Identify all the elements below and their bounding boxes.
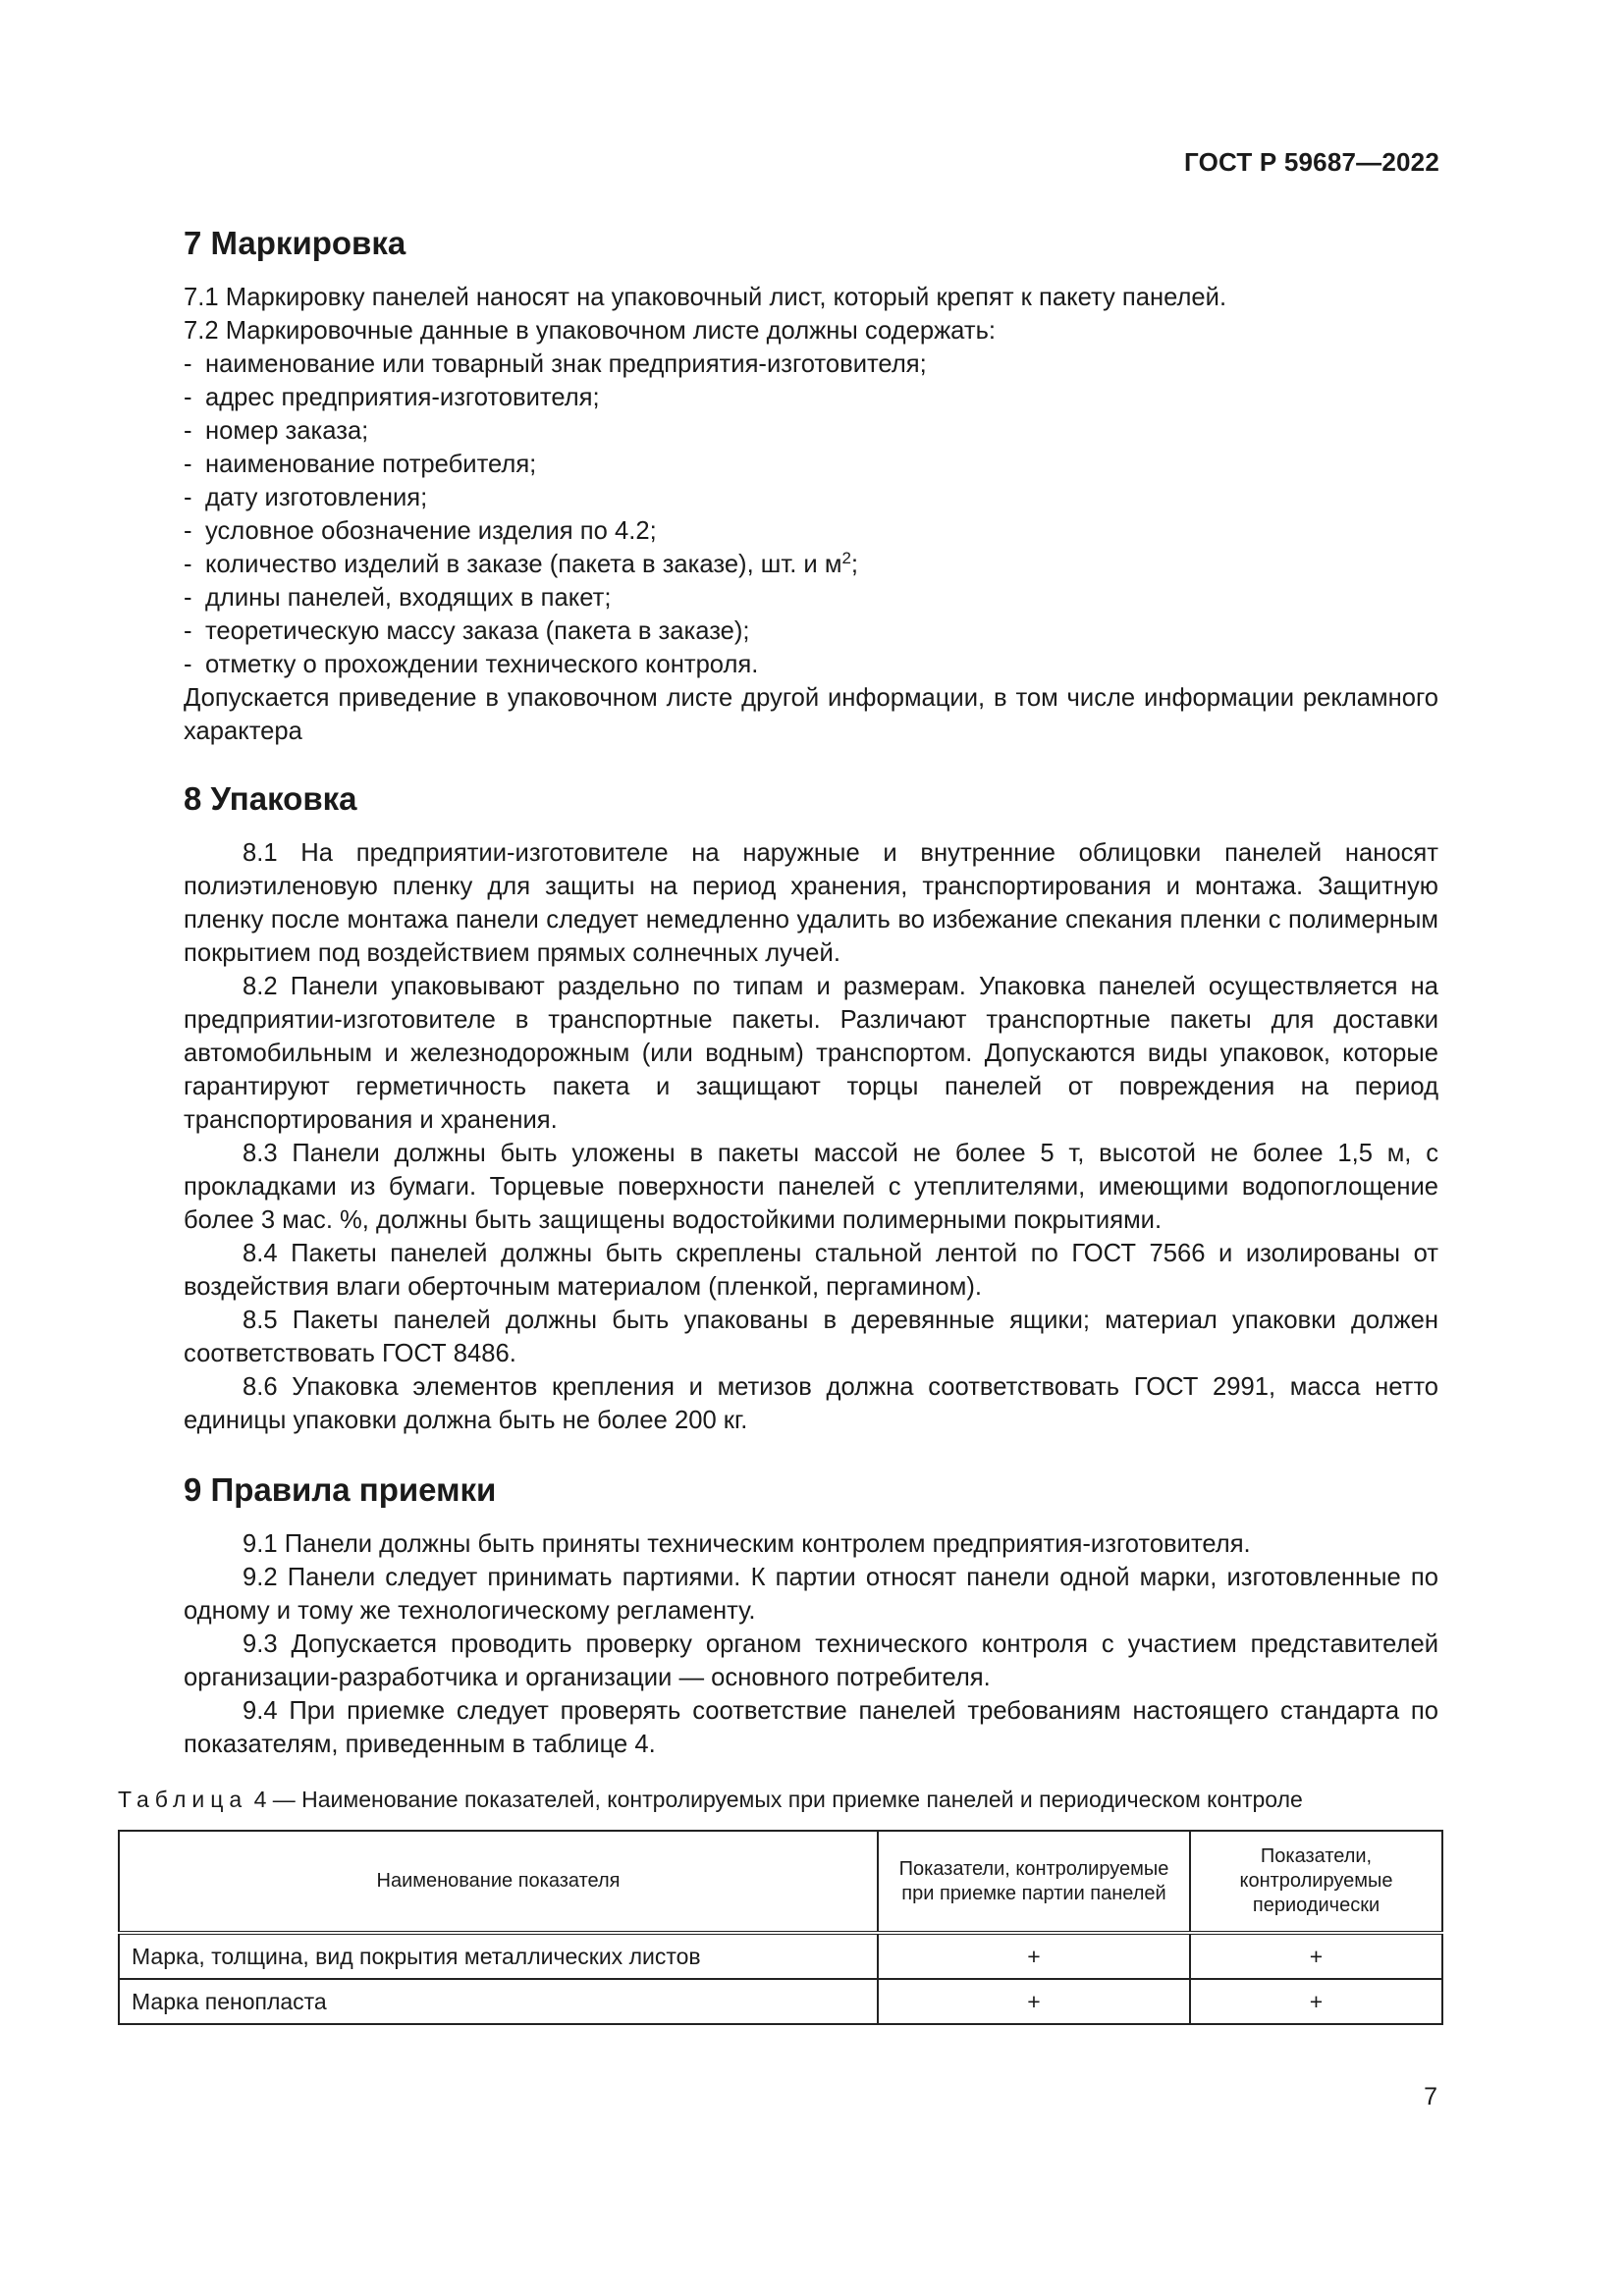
section-9-paragraph-2: 9.2 Панели следует принимать партиями. К партии относят панели одной марки, изготовленные по одному и тому же технологическому регламенту.	[184, 1564, 1438, 1625]
list-item: - количество изделий в заказе (пакета в заказе), шт. и $м^2$;	[184, 549, 859, 578]
column-header-batch-acceptance: Показатели, контролируемые при приемке партии панелей	[878, 1831, 1190, 1933]
list-item: - теоретическую массу заказа (пакета в заказе);	[184, 617, 750, 645]
section-7-paragraph-3: Допускается приведение в упаковочном листе другой информации, в том числе информации рекламного характера	[184, 684, 1438, 745]
table-cell: Марка пенопласта	[119, 1979, 878, 2024]
table-header-row	[119, 1831, 1442, 1933]
acceptance-indicators-table	[118, 1830, 1443, 2025]
table-caption-text: 4 — Наименование показателей, контролируемых при приемке панелей и периодическом контроле	[247, 1787, 1303, 1812]
list-item: - дату изготовления;	[184, 484, 428, 511]
table-row	[119, 1979, 1442, 2024]
section-9-paragraph-3: 9.3 Допускается проводить проверку органом технического контроля с участием представителей организации-разработчика и организации — основного потребителя.	[184, 1630, 1438, 1691]
table-cell: +	[878, 1979, 1190, 2024]
column-header-indicator-name: Наименование показателя	[119, 1831, 878, 1933]
section-8-paragraph-2: 8.2 Панели упаковывают раздельно по типам и размерам. Упаковка панелей осуществляется на предприятии-изготовителе в транспортные пакеты. Различают транспортные пакеты для доставки автомобильным и железнодорожным (или водным) транспортом. Допускаются виды упаковок, которые гарантируют герметичность пакета и защищают торцы панелей от повреждения на период транспортирования и хранения.	[184, 973, 1438, 1134]
marking-data-list	[184, 347, 1438, 681]
list-item: - адрес предприятия-изготовителя;	[184, 384, 600, 411]
table-cell: Марка, толщина, вид покрытия металлических листов	[119, 1933, 878, 1979]
superscript: 2	[841, 549, 851, 567]
table-cell: +	[1190, 1933, 1442, 1979]
section-9-paragraph-1: 9.1 Панели должны быть приняты техническим контролем предприятия-изготовителя.	[243, 1530, 1251, 1558]
section-7-paragraph-2: 7.2 Маркировочные данные в упаковочном листе должны содержать:	[184, 317, 997, 345]
page-number: 7	[1424, 2083, 1437, 2110]
section-9-paragraph-4: 9.4 При приемке следует проверять соответствие панелей требованиям настоящего стандарта по показателям, приведенным в таблице 4.	[184, 1697, 1438, 1758]
document-id: ГОСТ Р 59687—2022	[1184, 147, 1439, 177]
section-9-title: 9 Правила приемки	[184, 1471, 497, 1508]
list-item: - отметку о прохождении технического контроля.	[184, 651, 759, 678]
section-8-paragraph-5: 8.5 Пакеты панелей должны быть упакованы в деревянные ящики; материал упаковки должен соответствовать ГОСТ 8486.	[184, 1307, 1438, 1367]
section-8-paragraph-1: 8.1 На предприятии-изготовителе на наружные и внутренние облицовки панелей наносят полиэтиленовую пленку для защиты на период хранения, транспортирования и монтажа. Защитную пленку после монтажа панели следует немедленно удалить во избежание спекания пленки с полимерным покрытием под воздействием прямых солнечных лучей.	[184, 839, 1438, 967]
section-8-title: 8 Упаковка	[184, 780, 357, 817]
table-caption-label: Таблица	[118, 1787, 248, 1812]
section-8-paragraph-3: 8.3 Панели должны быть уложены в пакеты массой не более 5 т, высотой не более 1,5 м, с прокладками из бумаги. Торцевые поверхности панелей с утеплителями, имеющими водопоглощение более 3 мас. %, должны быть защищены водостойкими полимерными покрытиями.	[184, 1140, 1438, 1234]
table-cell: +	[878, 1933, 1190, 1979]
section-8-paragraph-6: 8.6 Упаковка элементов крепления и метизов должна соответствовать ГОСТ 2991, масса нетто единицы упаковки должна быть не более 200 кг.	[184, 1373, 1438, 1434]
section-7-title: 7 Маркировка	[184, 225, 406, 261]
section-7-paragraph-1: 7.1 Маркировку панелей наносят на упаковочный лист, который крепят к пакету панелей.	[184, 284, 1227, 311]
table-row	[119, 1933, 1442, 1979]
column-header-periodic: Показатели, контролируемые периодически	[1190, 1831, 1442, 1933]
list-item: - условное обозначение изделия по 4.2;	[184, 517, 657, 545]
page-content	[118, 224, 1438, 2025]
table-cell: +	[1190, 1979, 1442, 2024]
list-item: - наименование или товарный знак предприятия-изготовителя;	[184, 350, 927, 378]
list-item: - длины панелей, входящих в пакет;	[184, 584, 612, 612]
section-8-paragraph-4: 8.4 Пакеты панелей должны быть скреплены стальной лентой по ГОСТ 7566 и изолированы от воздействия влаги оберточным материалом (пленкой, пергамином).	[184, 1240, 1438, 1301]
table-caption	[118, 1785, 1438, 1814]
list-item: - номер заказа;	[184, 417, 369, 445]
list-item: - наименование потребителя;	[184, 451, 537, 478]
